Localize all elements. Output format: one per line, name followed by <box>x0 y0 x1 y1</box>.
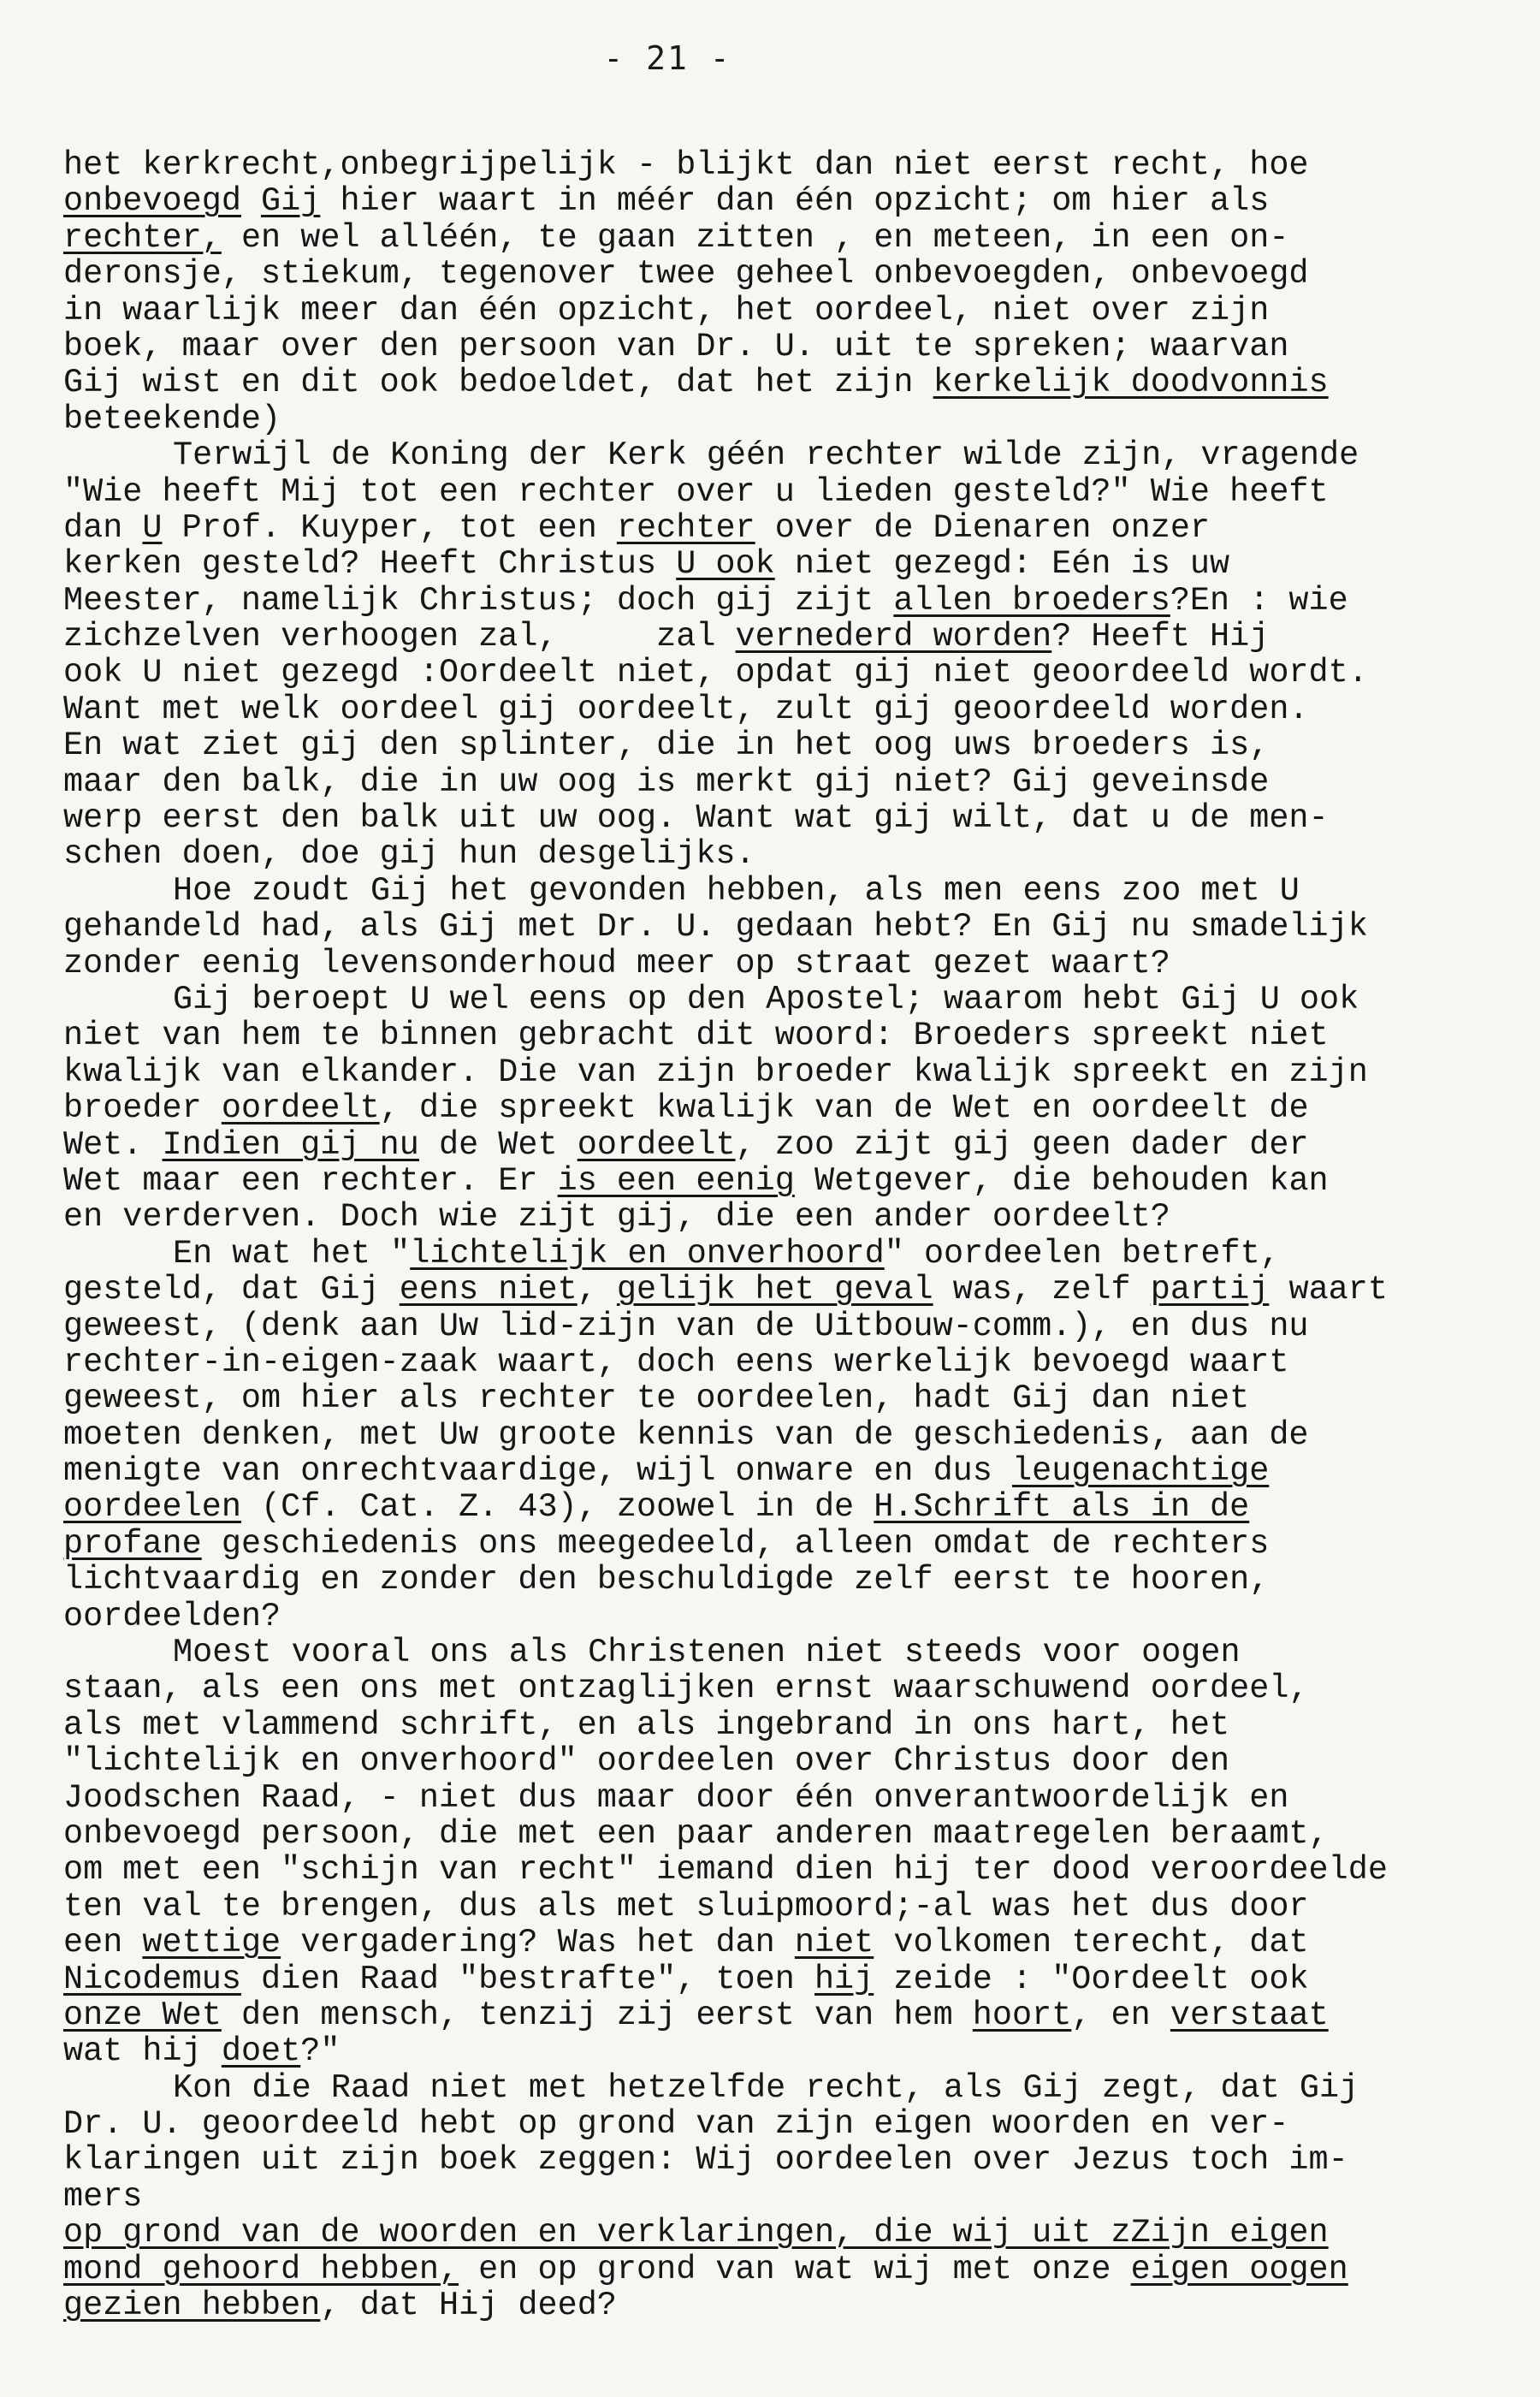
text-run: staan, als een ons met ontzaglijken ernst waarschuwend oordeel, <box>63 1670 1309 1707</box>
text-run: , die spreekt kwalijk van de Wet en oordeelt de <box>379 1090 1309 1127</box>
text-run: ten val te brengen, dus als met sluipmoord;-al was het dus door <box>63 1888 1309 1925</box>
text-run: (Cf. Cat. Z. 43), zoowel in de <box>240 1489 874 1526</box>
text-run: En wat het " <box>173 1235 411 1273</box>
text-line <box>63 2070 1518 2106</box>
text-run: , zoo zijt gij geen dader der <box>735 1126 1309 1163</box>
text-run: Joodschen Raad, - niet dus maar door één onverantwoordelijk en <box>63 1779 1289 1816</box>
text-line <box>63 727 1518 763</box>
text-run: wat hij <box>63 2033 222 2070</box>
text-line <box>63 764 1518 800</box>
text-run: deronsje, stiekum, tegenover twee geheel onbevoegden, onbevoegd <box>63 256 1309 293</box>
text-run: onbevoegd persoon, die met een paar anderen maatregelen beraamt, <box>63 1815 1329 1853</box>
text-line <box>63 546 1518 582</box>
text-run: schen doen, doe gij hun desgelijks. <box>63 836 755 873</box>
text-run: Hoe zoudt Gij het gevonden hebben, als men eens zoo met U <box>173 872 1300 910</box>
text-run: gesteld, dat Gij <box>63 1272 400 1308</box>
text-run: geweest, om hier als rechter te oordeelen, hadt Gij dan niet <box>63 1380 1250 1417</box>
underlined-phrase: mond gehoord hebben, <box>63 2251 459 2288</box>
text-run: geschiedenis ons meegedeeld, alleen omdat de rechters <box>201 1525 1270 1563</box>
text-run: Moest vooral ons als Christenen niet steeds voor oogen <box>173 1635 1241 1671</box>
underlined-phrase: lichtelijk en onverhoord <box>410 1235 885 1273</box>
text-run: een <box>63 1925 143 1961</box>
text-line <box>63 1997 1518 2033</box>
text-run: niet van hem te binnen gebracht dit woord: Broeders spreekt niet <box>63 1018 1329 1054</box>
underlined-phrase: wettige <box>142 1925 281 1961</box>
underlined-phrase: allen broeders <box>893 582 1170 620</box>
text-run: Prof. Kuyper, tot een <box>162 509 617 547</box>
text-line <box>63 510 1518 546</box>
text-line <box>63 691 1518 727</box>
text-line <box>63 1562 1518 1598</box>
text-line <box>63 1780 1518 1816</box>
underlined-phrase: rechter, <box>63 219 222 257</box>
text-line <box>63 619 1518 655</box>
underlined-phrase: is een eenig <box>557 1162 795 1200</box>
underlined-phrase: oordeelt <box>221 1090 380 1127</box>
text-line <box>63 1380 1518 1416</box>
text-run: lichtvaardig en zonder den beschuldigde zelf eerst te hooren, <box>63 1562 1270 1599</box>
text-line <box>63 365 1518 400</box>
underlined-phrase: eigen oogen <box>1130 2251 1348 2288</box>
text-line <box>63 946 1518 982</box>
underlined-phrase: hoort <box>972 1997 1072 2034</box>
text-run: de Wet <box>418 1126 578 1163</box>
underlined-phrase: hij <box>814 1961 874 1997</box>
text-run: boek, maar over den persoon van Dr. U. uit te spreken; waarvan <box>63 328 1289 365</box>
text-run: als met vlammend schrift, en als ingebrand in ons hart, het <box>63 1706 1230 1744</box>
text-line <box>63 329 1518 365</box>
text-run: niet gezegd: Eén is uw <box>774 546 1230 583</box>
text-line <box>63 800 1518 836</box>
text-run: Gij beroept U wel eens op den Apostel; waarom hebt Gij U ook <box>173 981 1359 1018</box>
text-line <box>63 256 1518 292</box>
text-run: Kon die Raad niet met hetzelfde recht, als Gij zegt, dat Gij <box>173 2069 1359 2107</box>
text-run: moeten denken, met Uw groote kennis van de geschiedenis, aan de <box>63 1416 1309 1454</box>
text-run: oordeelden? <box>63 1598 281 1635</box>
text-run: "Wie heeft Mij tot een rechter over u lieden gesteld?" Wie heeft <box>63 473 1329 510</box>
underlined-phrase: onbevoegd <box>63 183 241 220</box>
text-line <box>63 183 1518 219</box>
text-line <box>63 2033 1518 2069</box>
text-line <box>63 1199 1518 1235</box>
text-run: zeide : "Oordeelt ook <box>874 1961 1309 1997</box>
text-line <box>63 1925 1518 1961</box>
underlined-phrase: partij <box>1150 1272 1270 1308</box>
text-line <box>63 1308 1518 1344</box>
text-run: vergadering? Was het dan <box>281 1925 795 1961</box>
underlined-phrase: oordeelen <box>63 1489 241 1526</box>
text-run: hier waart in méér dan één opzicht; om hier als <box>320 183 1270 220</box>
text-line <box>63 583 1518 619</box>
text-line <box>63 474 1518 510</box>
text-line <box>63 437 1518 473</box>
text-run: broeder <box>63 1090 222 1127</box>
underlined-phrase: op grond van de woorden en verklaringen, die wij uit zZijn eigen <box>63 2215 1329 2252</box>
underlined-phrase: H.Schrift als in de <box>874 1489 1250 1526</box>
text-run: Wet maar een rechter. Er <box>63 1162 558 1200</box>
text-line <box>63 1054 1518 1090</box>
text-run: ?" <box>300 2033 341 2070</box>
text-line <box>63 1599 1518 1635</box>
text-line <box>63 1163 1518 1199</box>
text-run: mers <box>63 2178 143 2216</box>
text-line <box>63 2252 1518 2287</box>
underlined-phrase: niet <box>794 1925 874 1961</box>
text-run: waart <box>1269 1272 1388 1308</box>
typewritten-body <box>63 147 1518 2323</box>
text-run: en op grond van wat wij met onze <box>459 2251 1131 2288</box>
underlined-phrase: Gij <box>261 183 321 220</box>
text-run <box>241 183 261 219</box>
underlined-phrase: onze Wet <box>63 1997 222 2034</box>
text-line <box>63 1526 1518 1562</box>
text-run: klaringen uit zijn boek zeggen: Wij oordeelen over Jezus toch im- <box>63 2142 1348 2179</box>
text-line <box>63 401 1518 437</box>
text-run: Want met welk oordeel gij oordeelt, zult gij geoordeeld worden. <box>63 691 1309 728</box>
text-run: , en <box>1071 1997 1170 2034</box>
text-run: dan <box>63 509 143 547</box>
underlined-phrase: kerkelijk doodvonnis <box>933 365 1329 401</box>
text-run: kerken gesteld? Heeft Christus <box>63 546 677 583</box>
text-run: volkomen terecht, dat <box>874 1925 1309 1961</box>
underlined-phrase: profane <box>63 1525 202 1563</box>
text-run: geweest, (denk aan Uw lid-zijn van de Uitbouw-comm.), en dus nu <box>63 1308 1309 1344</box>
text-line <box>63 873 1518 909</box>
text-line <box>63 836 1518 872</box>
text-run: en verderven. Doch wie zijt gij, die een ander oordeelt? <box>63 1199 1170 1236</box>
underlined-phrase: Nicodemus <box>63 1961 241 1997</box>
text-line <box>63 2215 1518 2251</box>
text-run: " oordeelen betreft, <box>884 1235 1280 1273</box>
text-run: over de Dienaren onzer <box>755 509 1211 547</box>
text-line <box>63 1635 1518 1670</box>
text-line <box>63 1344 1518 1380</box>
text-line <box>63 1961 1518 1997</box>
text-run: Dr. U. geoordeeld hebt op grond van zijn eigen woorden en ver- <box>63 2106 1289 2143</box>
text-run: maar den balk, die in uw oog is merkt gij niet? Gij geveinsde <box>63 763 1270 801</box>
underlined-phrase: eens niet <box>399 1272 578 1308</box>
text-run: en wel alléén, te gaan zitten , en meteen, in een on- <box>221 219 1289 257</box>
text-line <box>63 1707 1518 1743</box>
text-line <box>63 1889 1518 1925</box>
text-run: Gij wist en dit ook bedoeldet, dat het zijn <box>63 365 933 401</box>
text-run: , <box>577 1272 617 1308</box>
text-line <box>63 2287 1518 2323</box>
text-line <box>63 1670 1518 1706</box>
text-run: Wetgever, die behouden kan <box>794 1162 1329 1200</box>
underlined-phrase: U <box>142 509 163 547</box>
text-run: Meester, namelijk Christus; doch gij zijt <box>63 582 894 620</box>
text-line <box>63 1018 1518 1053</box>
text-line <box>63 1236 1518 1272</box>
text-run: werp eerst den balk uit uw oog. Want wat gij wilt, dat u de men- <box>63 800 1329 837</box>
text-run: gehandeld had, als Gij met Dr. U. gedaan hebt? En Gij nu smadelijk <box>63 909 1368 946</box>
text-line <box>63 1743 1518 1779</box>
text-run: ook U niet gezegd :Oordeelt niet, opdat gij niet geoordeeld wordt. <box>63 655 1368 691</box>
text-line <box>63 1272 1518 1308</box>
text-run: kwalijk van elkander. Die van zijn broeder kwalijk spreekt en zijn <box>63 1053 1368 1091</box>
text-line <box>63 2106 1518 2142</box>
text-line <box>63 909 1518 945</box>
text-run: "lichtelijk en onverhoord" oordeelen over Christus door den <box>63 1743 1230 1780</box>
text-run: was, zelf <box>933 1272 1151 1308</box>
text-line <box>63 1816 1518 1852</box>
text-run: menigte van onrechtvaardige, wijl onware en dus <box>63 1453 1012 1490</box>
text-run: dien Raad "bestrafte", toen <box>240 1961 814 1997</box>
text-run: beteekende) <box>63 400 281 438</box>
text-run: in waarlijk meer dan één opzicht, het oordeel, niet over zijn <box>63 292 1270 329</box>
text-run: om met een "schijn van recht" iemand dien hij ter dood veroordeelde <box>63 1852 1388 1889</box>
underlined-phrase: rechter <box>616 509 755 547</box>
underlined-phrase: gelijk het geval <box>616 1272 933 1308</box>
text-line <box>63 1417 1518 1453</box>
text-line <box>63 147 1518 183</box>
underlined-phrase: doet <box>221 2033 301 2070</box>
text-run: ? Heeft Hij <box>1051 619 1270 656</box>
text-run: zichzelven verhoogen zal, zal <box>63 619 736 656</box>
underlined-phrase: leugenachtige <box>1011 1453 1270 1490</box>
text-line <box>63 1453 1518 1489</box>
page-number: - 21 - <box>603 39 732 77</box>
text-line <box>63 1852 1518 1888</box>
underlined-phrase: oordeelt <box>577 1126 736 1163</box>
text-run: Terwijl de Koning der Kerk géén rechter wilde zijn, vragende <box>173 437 1359 474</box>
text-run: den mensch, tenzij zij eerst van hem <box>221 1997 973 2034</box>
underlined-phrase: vernederd worden <box>735 619 1052 656</box>
text-run: rechter-in-eigen-zaak waart, doch eens werkelijk bevoegd waart <box>63 1344 1289 1381</box>
text-line <box>63 293 1518 329</box>
text-line <box>63 655 1518 691</box>
underlined-phrase: verstaat <box>1170 1997 1329 2034</box>
text-run: het kerkrecht,onbegrijpelijk - blijkt dan niet eerst recht, hoe <box>63 147 1309 184</box>
text-run: En wat ziet gij den splinter, die in het oog uws broeders is, <box>63 727 1270 764</box>
underlined-phrase: U ook <box>676 546 775 583</box>
text-run: ?En : wie <box>1170 582 1348 620</box>
text-run: Wet. <box>63 1126 163 1163</box>
text-line <box>63 2179 1518 2215</box>
text-line <box>63 982 1518 1018</box>
text-line <box>63 220 1518 256</box>
underlined-phrase: Indien gij nu <box>162 1126 419 1163</box>
text-run: , dat Hij deed? <box>320 2287 617 2324</box>
text-line <box>63 2142 1518 2178</box>
text-run: zonder eenig levensonderhoud meer op straat gezet waart? <box>63 945 1170 982</box>
text-line <box>63 1127 1518 1163</box>
text-line <box>63 1090 1518 1126</box>
text-line <box>63 1489 1518 1525</box>
underlined-phrase: gezien hebben <box>63 2287 321 2324</box>
